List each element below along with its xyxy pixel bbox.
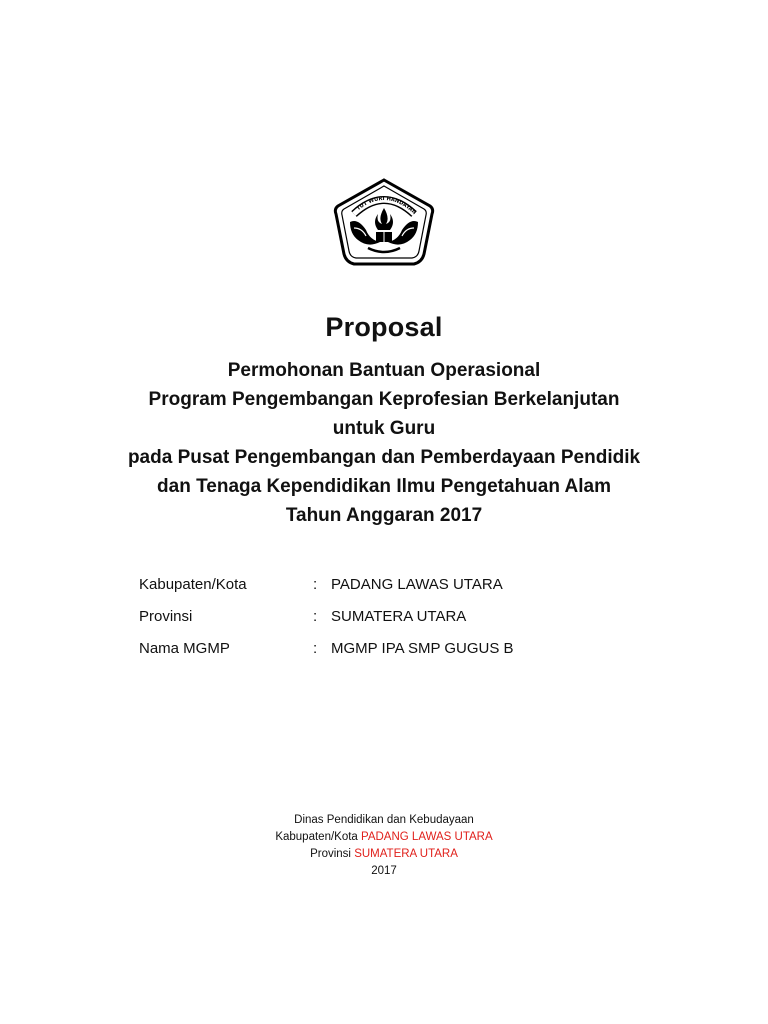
subtitle-line: Tahun Anggaran 2017 [285,505,483,526]
info-value: SUMATERA UTARA [331,608,467,625]
footer-year: 2017 [371,865,397,877]
footer-kabupaten [0,829,768,846]
subtitle-line: Program Pengembangan Keprofesian Berkelanjutan [148,389,620,410]
footer-kabupaten-label: Kabupaten/Kota [275,831,362,843]
info-value: PADANG LAWAS UTARA [331,576,503,593]
proposal-subtitle [0,356,768,530]
footer-provinsi-label: Provinsi [310,848,355,860]
subtitle-line: untuk Guru [332,418,436,439]
footer-office: Dinas Pendidikan dan Kebudayaan [294,814,474,826]
info-label: Kabupaten/Kota [139,576,247,593]
footer-kabupaten-value: PADANG LAWAS UTARA [361,831,493,843]
document-title: Proposal [325,312,443,342]
info-label: Nama MGMP [139,640,230,657]
info-colon: : [313,576,318,593]
info-colon: : [313,640,318,657]
footer-provinsi [0,846,768,863]
tut-wuri-handayani-logo [332,178,436,272]
footer-provinsi-value: SUMATERA UTARA [354,848,458,860]
info-colon: : [313,608,318,625]
svg-text:TUT WURI HANDAYANI: TUT WURI HANDAYAN [355,195,418,216]
subtitle-line: pada Pusat Pengembangan dan Pemberdayaan Pendidik [127,447,641,468]
emblem-icon [332,178,436,272]
subtitle-line: Permohonan Bantuan Operasional [227,360,541,381]
info-label: Provinsi [139,608,193,625]
subtitle-line: dan Tenaga Kependidikan Ilmu Pengetahuan Alam [157,476,611,497]
info-value: MGMP IPA SMP GUGUS B [331,640,514,657]
footer-block [0,812,768,880]
